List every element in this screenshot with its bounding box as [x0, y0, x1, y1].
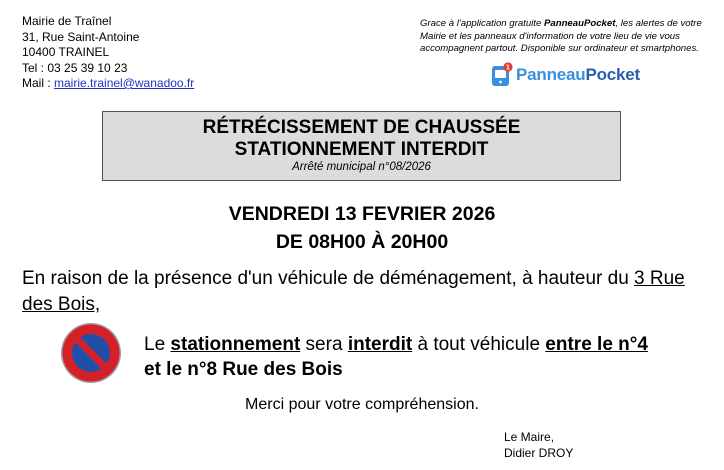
no-parking-sign-icon [60, 322, 122, 384]
reason-text: En raison de la présence d'un véhicule de déménagement, à hauteur du [22, 268, 635, 289]
mairie-name: Mairie de Traînel [22, 14, 112, 28]
mairie-mail [22, 76, 194, 92]
mail-link[interactable]: mairie.trainel@wanadoo.fr [54, 76, 195, 90]
parking-t1: Le [144, 334, 171, 355]
parking-paragraph [144, 332, 714, 382]
title-line-1: RÉTRÉCISSEMENT DE CHAUSSÉE [202, 117, 521, 138]
title-line-2: STATIONNEMENT INTERDIT [234, 139, 489, 160]
title-box [102, 111, 621, 181]
date-line-1: VENDREDI 13 FEVRIER 2026 [228, 203, 496, 225]
panneaupocket-logo [490, 62, 640, 88]
signature-block [504, 430, 573, 461]
mairie-street: 31, Rue Saint-Antoine [22, 29, 140, 44]
panneaupocket-phone-icon [490, 62, 514, 88]
panneaupocket-note [420, 18, 710, 56]
signature-name: Didier DROY [504, 445, 574, 460]
reason-paragraph [22, 266, 712, 318]
pp-note-suffix: , les alertes de votre Mairie et les panneaux d'information de votre lieu de vie vous accompagnent partout. Disponible sur ordinateur et smartphones. [420, 18, 702, 55]
parking-t2: stationnement [170, 334, 301, 355]
pp-note-brand: PanneauPocket [543, 18, 616, 29]
pp-brand-part1: Panneau [516, 65, 586, 84]
merci-line: Merci pour votre compréhension. [245, 396, 479, 413]
pp-brand-part2: Pocket [585, 65, 641, 84]
signature-role: Le Maire, [504, 430, 555, 444]
pp-brand-text [516, 65, 640, 85]
pp-badge-count: 1 [506, 64, 510, 72]
arrete-number: Arrêté municipal n°08/2026 [292, 161, 431, 173]
reason-address: 3 Rue des Bois, [22, 268, 685, 315]
mail-label: Mail : [22, 76, 55, 90]
parking-t4: interdit [347, 334, 413, 355]
parking-t7: et le n°8 Rue des Bois [144, 359, 343, 380]
parking-t5: à tout véhicule [412, 334, 546, 355]
date-line-2: DE 08H00 À 20H00 [275, 231, 449, 253]
mairie-city: 10400 TRAINEL [22, 45, 110, 59]
pp-note-prefix: Grace à l'application gratuite [420, 18, 544, 29]
date-block [0, 200, 724, 256]
parking-t6: entre le n°4 [545, 334, 648, 355]
mairie-tel: Tel : 03 25 39 10 23 [22, 60, 128, 75]
parking-t3: sera [300, 334, 348, 355]
mairie-address-block [22, 14, 194, 92]
